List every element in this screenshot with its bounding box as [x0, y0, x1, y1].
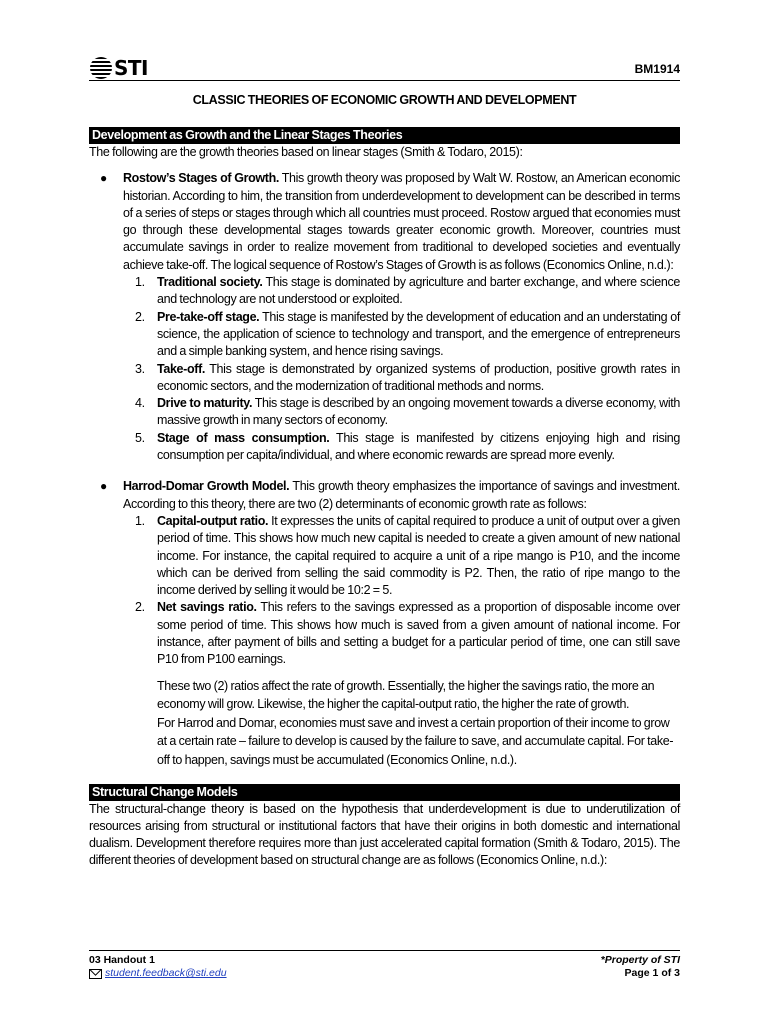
section-heading-linear-stages: Development as Growth and the Linear Stages Theories — [89, 127, 680, 144]
list-item: 5. Stage of mass consumption. This stage is manifested by citizens enjoying high and rising consumption per capita/individual, and where economic rewards are spread more evenly. — [135, 430, 680, 463]
footer-divider — [89, 950, 680, 951]
rostow-paragraph — [123, 170, 680, 274]
property-label: *Property of STI — [600, 954, 680, 966]
footer-right — [601, 954, 680, 980]
list-item: 4. Drive to maturity. This stage is described by an ongoing movement towards a diverse economy, with massive growth in many sectors of economy. — [135, 396, 680, 428]
logo-text: STI — [114, 56, 148, 80]
theory-list — [89, 170, 680, 769]
harrod-ratios — [123, 513, 680, 669]
list-item: 1. Traditional society. This stage is dominated by agriculture and barter exchange, and where science and technology are not understood or exploited. — [135, 275, 680, 307]
rostow-text: This growth theory was proposed by Walt W. Rostow, an American economic historian. According to him, the transition from underdevelopment to development can be described in terms of a series of steps or stages through which all countries must proceed. Rostow argued that economies must go through these developmental stages towards greater economic growth. Moreover, countries must accumulate savings in order to realize movement from traditional to developed societies and eventually achieve take-off. The logical sequence of Rostow’s Stages of Growth is as follows (Economics Online, n.d.): — [123, 171, 680, 272]
feedback-email-link[interactable]: student.feedback@sti.edu — [105, 967, 227, 979]
harrod-title: Harrod-Domar Growth Model. — [123, 479, 290, 494]
handout-label: 03 Handout 1 — [89, 954, 155, 966]
page-number: Page 1 of 3 — [624, 967, 680, 979]
harrod-notes — [123, 677, 680, 770]
harrod-text: This growth theory emphasizes the importance of savings and investment. According to this theory, there are two (2) determinants of economic growth rate as follows: — [123, 479, 680, 511]
section-heading-structural-change: Structural Change Models — [89, 784, 680, 801]
document-code: BM1914 — [634, 62, 680, 76]
envelope-icon — [89, 969, 102, 979]
sti-logo — [90, 57, 148, 79]
list-item-rostow — [89, 170, 680, 464]
sti-globe-icon — [90, 57, 112, 79]
footer-left — [89, 954, 227, 980]
structural-change-paragraph: The structural-change theory is based on the hypothesis that underdevelopment is due to underutilization of resources arising from structural or institutional factors that have their origins in both domestic and international dualism. Development therefore requires more than just accelerated capital formation (Smith & Todaro, 2015). The different theories of development based on structural change are as follows (Economics Online, n.d.): — [89, 801, 680, 868]
harrod-paragraph — [123, 478, 680, 513]
document-body — [89, 92, 680, 870]
bullet-icon: ● — [100, 171, 107, 186]
bullet-icon: ● — [100, 479, 107, 494]
header-divider — [89, 80, 680, 81]
list-item: 2. Net savings ratio. This refers to the savings expressed as a proportion of disposable income over some period of time. This shows how much is saved from a given amount of national income. For instance, after payment of bills and setting a budget for a particular period of time, one can still save P10 from P100 earnings. — [135, 600, 680, 667]
rostow-stages — [123, 274, 680, 464]
list-item: 1. Capital-output ratio. It expresses the units of capital required to produce a unit of output over a given period of time. This shows how much new capital is needed to create a given amount of new national income. For instance, the capital required to acquire a unit of a ripe mango is P10, and the income which can be derived from selling the said commodity is P2. Then, the ratio of ripe mango to the income derived by selling it would be 10:2 = 5. — [135, 513, 680, 598]
document-title: CLASSIC THEORIES OF ECONOMIC GROWTH AND DEVELOPMENT — [192, 93, 577, 107]
list-item: 2. Pre-take-off stage. This stage is manifested by the development of education and an understating of science, the application of science to technology and transport, and the emergence of entrepreneurs and a simple banking system, and hence rising savings. — [135, 309, 680, 359]
harrod-note-1: These two (2) ratios affect the rate of growth. Essentially, the higher the savings ratio, the more an economy will grow. Likewise, the higher the capital-output ratio, the higher the rate of growth. — [157, 678, 655, 712]
email-row — [89, 967, 227, 980]
rostow-title: Rostow’s Stages of Growth. — [123, 171, 279, 186]
list-item: 3. Take-off. This stage is demonstrated by organized systems of production, positive growth rates in economic sectors, and the modernization of traditional methods and norms. — [135, 361, 680, 393]
section-intro: The following are the growth theories based on linear stages (Smith & Todaro, 2015): — [89, 145, 523, 159]
list-item-harrod-domar — [89, 478, 680, 769]
harrod-note-2: For Harrod and Domar, economies must save and invest a certain proportion of their income to grow at a certain rate – failure to develop is caused by the failure to save, and accumulate capital. For take-off to happen, savings must be accumulated (Economics Online, n.d.). — [157, 715, 674, 767]
